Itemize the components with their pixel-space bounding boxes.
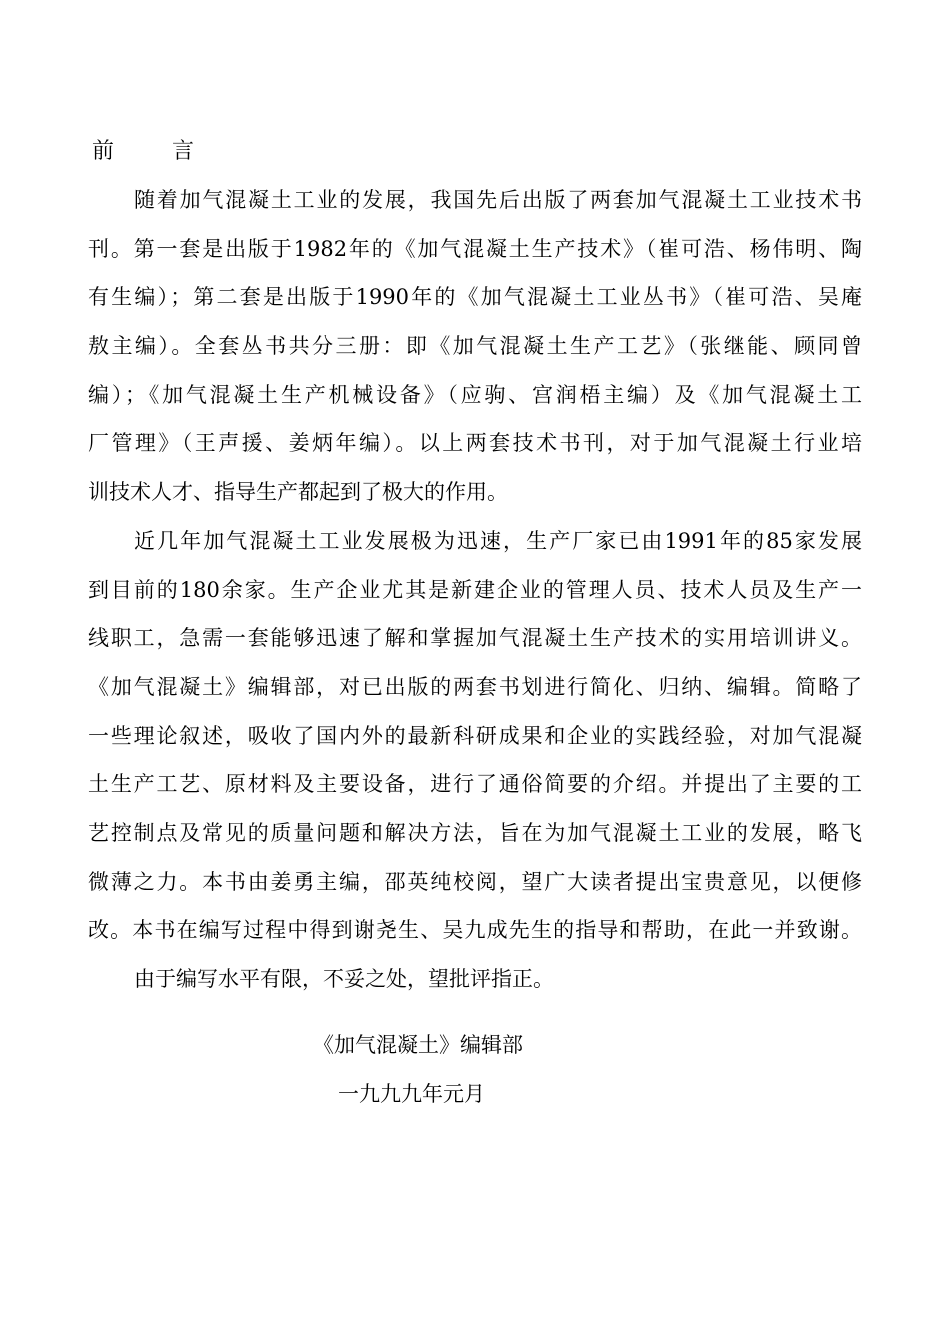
page-title — [92, 133, 194, 171]
paragraph-2-line: 一些理论叙述，吸收了国内外的最新科研成果和企业的实践经验，对加气混凝 — [88, 723, 862, 748]
paragraph-2-line: 改。本书在编写过程中得到谢尧生、吴九成先生的指导和帮助，在此一并致谢。 — [88, 918, 862, 943]
paragraph-1-line: 随着加气混凝土工业的发展，我国先后出版了两套加气混凝土工业技术书 — [134, 188, 862, 212]
title-char-2: 言 — [172, 139, 195, 164]
paragraph-1-line: 敖主编）。全套丛书共分三册：即《加气混凝土生产工艺》（张继能、顾同曾 — [88, 334, 862, 359]
paragraph-2-line: 近几年加气混凝土工业发展极为迅速，生产厂家已由1991年的85家发展 — [134, 528, 862, 553]
paragraph-1-line: 刊。第一套是出版于1982年的《加气混凝土生产技术》（崔可浩、杨伟明、陶 — [88, 236, 862, 261]
signature-organization: 《加气混凝土》编辑部 — [313, 1033, 523, 1057]
paragraph-1-line: 厂管理》（王声援、姜炳年编）。以上两套技术书刊，对于加气混凝土行业培 — [88, 431, 862, 456]
title-char-1: 前 — [92, 139, 115, 164]
paragraph-2-line: 土生产工艺、原材料及主要设备，进行了通俗简要的介绍。并提出了主要的工 — [88, 772, 862, 797]
paragraph-1-line: 有生编）；第二套是出版于1990年的《加气混凝土工业丛书》（崔可浩、吴庵 — [88, 285, 862, 310]
signature-date: 一九九九年元月 — [338, 1082, 485, 1106]
paragraph-1-line: 训技术人才、指导生产都起到了极大的作用。 — [88, 480, 508, 505]
paragraph-2-line: 线职工，急需一套能够迅速了解和掌握加气混凝土生产技术的实用培训讲义。 — [88, 626, 862, 651]
paragraph-2-line: 到目前的180余家。生产企业尤其是新建企业的管理人员、技术人员及生产一 — [88, 577, 862, 602]
paragraph-3-line: 由于编写水平有限，不妥之处，望批评指正。 — [134, 967, 554, 991]
paragraph-2-line: 《加气混凝土》编辑部，对已出版的两套书划进行简化、归纳、编辑。简略了 — [88, 674, 862, 699]
paragraph-1-line: 编）；《加气混凝土生产机械设备》（应驹、宫润梧主编）及《加气混凝土工 — [88, 382, 862, 407]
body-text — [88, 176, 862, 1004]
paragraph-2-line: 艺控制点及常见的质量问题和解决方法，旨在为加气混凝土工业的发展，略飞 — [88, 820, 862, 845]
paragraph-2-line: 微薄之力。本书由姜勇主编，邵英纯校阅，望广大读者提出宝贵意见，以便修 — [88, 869, 862, 894]
